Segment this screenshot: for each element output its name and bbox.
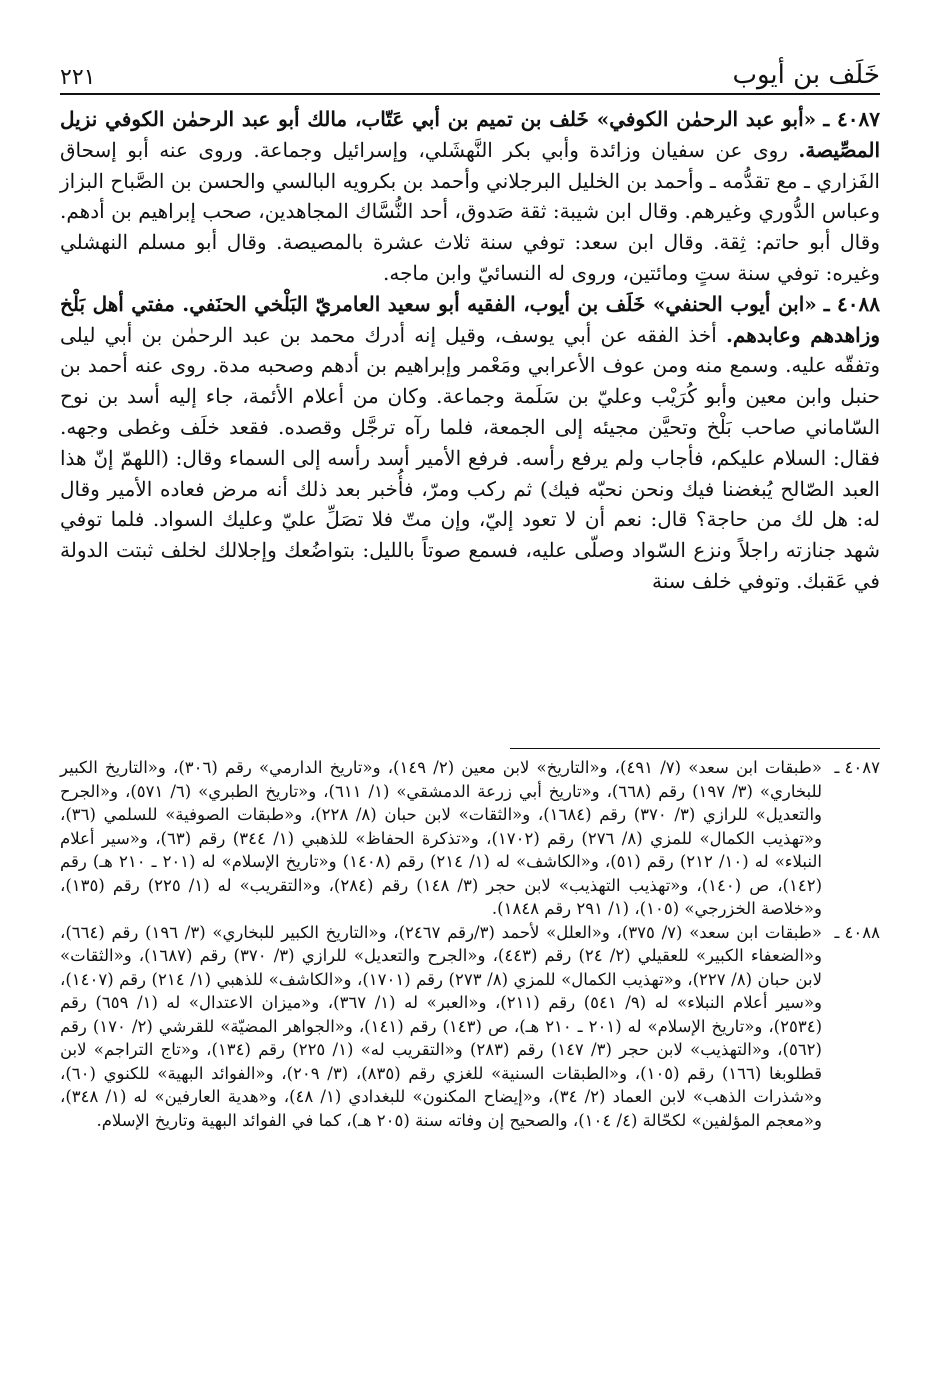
entry-4087 [60,104,880,289]
footnote-text: «طبقات ابن سعد» (٧/ ٣٧٥)، و«العلل» لأحمد (٣/رقم ٢٤٦٧)، و«التاريخ الكبير للبخاري» (٣/ ١٩٦) رقم (٦٦٤)، و«الضعفاء الكبير» للعقيلي (٢/ ٢٤) رقم (٤٤٣)، و«الجرح والتعديل» للرازي (٣/ ٣٧٠) رقم (١٦٨٧)، و«الثقات» لابن حبان (٨/ ٢٢٧)، و«تهذيب الكمال» للمزي (٨/ ٢٧٣) رقم (١٧٠١)، و«الكاشف» للذهبي (١/ ٢١٤) رقم (١٤٠٧)، و«سير أعلام النبلاء» له (٩/ ٥٤١) رقم (٢١١)، و«العبر» له (١/ ٣٦٧)، و«ميزان الاعتدال» له (١/ ٦٥٩) رقم (٢٥٣٤)، و«تاريخ الإسلام» له (٢٠١ ـ ٢١٠ هـ)، ص (١٤٣) رقم (١٤١)، و«الجواهر المضيّة» للقرشي (٢/ ١٧٠) رقم (٥٦٢)، و«التهذيب» لابن حجر (٣/ ١٤٧) رقم (٢٨٣) و«التقريب له» (١/ ٢٢٥) رقم (١٣٤)، و«تاج التراجم» لابن قطلوبغا (١٦٦) رقم (١٠٥)، و«الطبقات السنية» للغزي رقم (٨٣٥)، (٣/ ٢٠٩)، و«الفوائد البهية» للكنوي (٦٠)، و«شذرات الذهب» لابن العماد (٢/ ٣٤)، و«إيضاح المكنون» للبغدادي (١/ ٤٨)، و«هدية العارفين» له (١/ ٣٤٨)، و«معجم المؤلفين» لكحّالة (٤/ ١٠٤)، والصحيح إن وفاته سنة (٢٠٥ هـ)، كما في الفوائد البهية وتاريخ الإسلام. [60,922,823,1130]
entry-text: روى عن سفيان وزائدة وأبي بكر النَّهشَلي، وإسرائيل وجماعة. وروى عنه أبو إسحاق الفَزاري ـ مع تقدُّمه ـ وأحمد بن الخليل البرجلاني وأحمد بن بكرويه البالسي والحسن بن الصَّباح البزاز وعباس الدُّوري وغيرهم. وقال ابن شيبة: ثقة صَدوق، أحد النُّسَّاك المجاهدين، صحب إبراهيم بن أدهم. وقال أبو حاتم: ثِقة. وقال ابن سعد: توفي سنة ثلاث عشرة بالمصيصة. وقال أبو مسلم النهشلي وغيره: توفي سنة ستٍ ومائتين، وروى له النسائيّ وابن ماجه. [60,137,881,285]
entry-heading: «ابن أيوب الحنفي» خَلَف بن أيوب، الفقيه أبو سعيد العامريّ البَلْخي الحنَفي. مفتي أهل بَلْخ وزاهدهم وعابدهم. [60,291,881,347]
footnote-4087 [60,756,880,921]
running-title: خَلَف بن أيوب [732,60,880,90]
entry-number: ٤٠٨٧ ـ [823,107,880,131]
footnotes [60,756,880,1132]
footnote-4088 [60,921,880,1133]
page-number: ٢٢١ [60,65,96,90]
entry-text: أخذ الفقه عن أبي يوسف، وقيل إنه أدرك محمد بن عبد الرحمٰن بن أبي ليلى وتفقّه عليه. وسمع منه ومن عوف الأعرابي ومَعْمر وإبراهيم بن أدهم وصحبه مدة. روى عنه أحمد بن حنبل وابن معين وأبو كُرَيْب وعليّ بن سَلَمة وجماعة. وكان من أعلام الأئمة، جاء إليه أسد بن نوح السّاماني صاحب بَلْخ وتحيَّن مجيئه إلى الجمعة، فلما رآه ترجَّل وقصده. فقعد خلَف وغطى وجهه. فقال: السلام عليكم، فأجاب ولم يرفع رأسه. فرفع الأمير أسد رأسه إلى السماء وقال: (اللهمّ إنّ هذا العبد الصّالح يُبغضنا فيك ونحن نحبّه فيك) ثم ركب ومرّ، فأُخبر بعد ذلك أنه مرض فعاده الأمير وقال له: هل لك من حاجة؟ قال: نعم أن لا تعود إليّ، وإن متّ فلا تصَلِّ عليّ وعليك السواد. فلما توفي شهد جنازته راجلاً ونزع السّواد وصلّى عليه، فسمع صوتاً بالليل: بتواضُعك وإجلالك لخلف ثبتت الدولة في عَقبك. وتوفي خلف سنة [60,322,881,593]
footnote-text: «طبقات ابن سعد» (٧/ ٤٩١)، و«التاريخ» لابن معين (٢/ ١٤٩)، و«تاريخ الدارمي» رقم (٣٠٦)، و«التاريخ الكبير للبخاري» (٣/ ١٩٧) رقم (٦٦٨)، و«تاريخ أبي زرعة الدمشقي» (١/ ٦١١)، و«تاريخ الطبري» (٦/ ٥٧١)، و«الجرح والتعديل» للرازي (٣/ ٣٧٠) رقم (١٦٨٤)، و«الثقات» لابن حبان (٨/ ٢٢٨)، و«طبقات الصوفية» للسلمي (٣٦)، و«تهذيب الكمال» للمزي (٨/ ٢٧٦) رقم (١٧٠٢)، و«تذكرة الحفاظ» للذهبي (١/ ٣٤٤) رقم (٦٣)، و«سير أعلام النبلاء» له (١٠/ ٢١٢) رقم (٥١)، و«الكاشف» له (١/ ٢١٤) رقم (١٤٠٨) و«تاريخ الإسلام» له (٢٠١ ـ ٢١٠ هـ) رقم (١٤٢)، ص (١٤٠)، و«تهذيب التهذيب» لابن حجر (٣/ ١٤٨) رقم (٢٨٤)، و«التقريب» له (١/ ٢٢٥) رقم (١٣٥)، و«خلاصة الخزرجي» (١٠٥)، (١/ ٢٩١ رقم ١٨٤٨). [60,758,823,918]
footnote-number: ٤٠٨٨ ـ [834,922,880,942]
entry-number: ٤٠٨٨ ـ [823,291,880,316]
footnote-rule [510,748,880,749]
entry-heading: «أبو عبد الرحمٰن الكوفي» خَلف بن تميم بن أبي عَتّاب، مالك أبو عبد الرحمٰن الكوفي نزيل المصِّيصة. [60,107,881,162]
entry-4088 [60,289,880,597]
page-header [60,44,880,90]
main-text [60,104,880,597]
footnote-number: ٤٠٨٧ ـ [834,758,880,777]
header-rule [60,93,880,95]
